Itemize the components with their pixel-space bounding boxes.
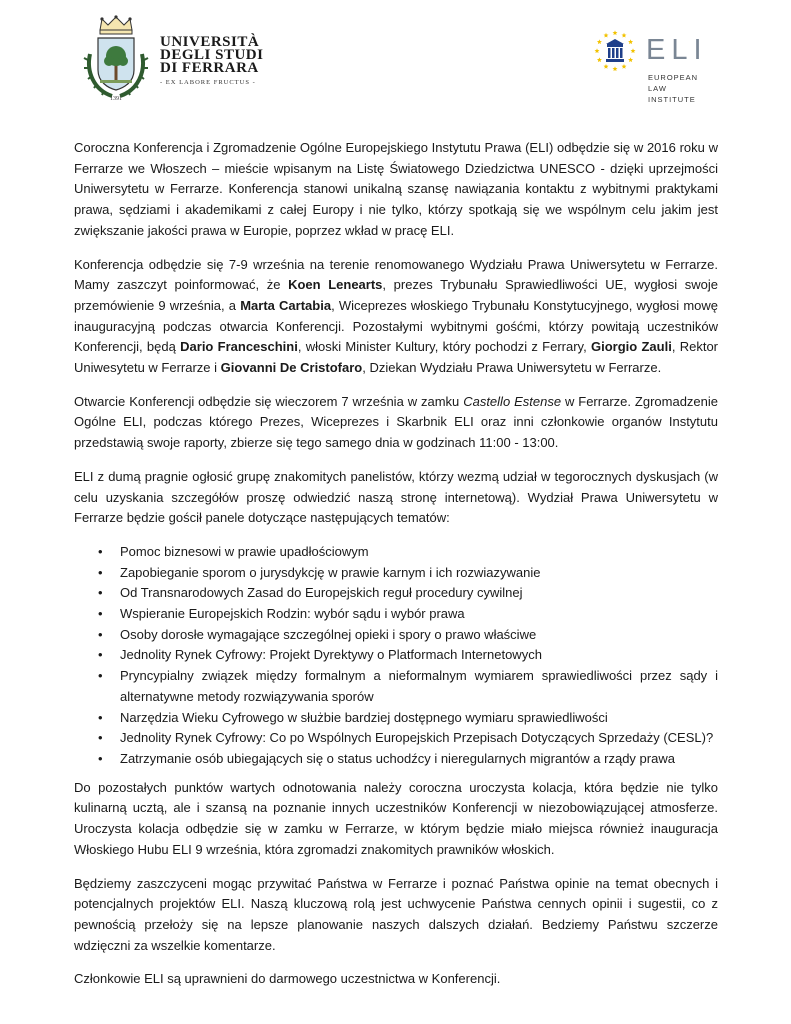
letter-body	[74, 138, 718, 1003]
eli-full-name-line1: EUROPEAN	[648, 73, 699, 82]
star-icon	[597, 39, 602, 44]
guest-giovanni-de-cristofaro: Giovanni De Cristofaro	[220, 360, 363, 376]
list-item: • Zapobieganie sporom o jurysdykcję w prawie karnym i ich rozwiazywanie	[74, 563, 718, 584]
eli-full-name-line3: INSTITUTE	[648, 95, 696, 104]
star-icon	[597, 57, 602, 62]
paragraph-dinner: Do pozostałych punktów wartych odnotowania należy coroczna uroczysta kolacja, która będzie nie tylko kulinarną ucztą, ale i szansą na poznanie innych uczestników Konferencji w niezobowiązującej atmosferze. Uroczysta kolacja odbędzie się w zamku w Ferrarze, w którym będzie miało miejsca również inauguracja Włoskiego Hubu ELI 9 września, która zgromadzi znakomitych prawników włoskich.	[74, 779, 718, 857]
list-item: • Pryncypialny związek między formalnym a nieformalnym wymiarem sprawiedliwości przez sądy i alternatywne metody rozwiązywania sporów	[74, 666, 718, 707]
university-logo	[80, 14, 280, 104]
paragraph-panels: ELI z dumą pragnie ogłosić grupę znakomitych panelistów, którzy wezmą udział w tegorocznych dyskusjach (w celu uzyskania szczegółów proszę odwiedzić naszą stronę internetową). Wydział Prawa Uniwersytetu w Ferrarze będzie gościł panele dotyczące następujących tematów:	[74, 468, 718, 526]
list-item: • Zatrzymanie osób ubiegających się o status uchodźcy i nieregularnych migrantów a rządy prawa	[74, 749, 718, 770]
university-crest-icon	[80, 14, 152, 102]
guest-giorgio-zauli: Giorgio Zauli	[590, 339, 672, 355]
paragraph-speakers	[74, 255, 718, 379]
speakers-text-2: , prezes Trybunału Sprawiedliwości UE, wygłosi swoje przemówienie 9 września, a	[74, 277, 719, 313]
eli-logo	[592, 30, 722, 110]
speaker-marta-cartabia: Marta Cartabia	[240, 297, 332, 313]
eli-stars-emblem-icon	[592, 30, 638, 76]
star-icon	[595, 48, 600, 53]
star-icon	[628, 57, 633, 62]
list-item: • Od Transnarodowych Zasad do Europejskich reguł procedury cywilnej	[74, 583, 718, 604]
list-item: • Narzędzia Wieku Cyfrowego w służbie bardziej dostępnego wymiaru sprawiedliwości	[74, 708, 718, 729]
star-icon	[628, 39, 633, 44]
paragraph-opening	[74, 392, 718, 454]
list-item: • Pomoc biznesowi w prawie upadłościowym	[74, 542, 718, 563]
paragraph-welcome: Będziemy zaszczyceni mogąc przywitać Państwa w Ferrarze i poznać Państwa opinie na temat obecnych i potencjalnych projektów ELI. Naszą kluczową rolą jest uchwycenie Państwa cennych opinii i sugestii, co z pewnością przełoży się na lepsze planowanie naszych dalszych działań. Bedziemy Państwu szczerze wdzięczni za wszelkie komentarze.	[74, 875, 718, 953]
university-motto: - EX LABORE FRUCTUS -	[160, 79, 256, 86]
star-icon	[631, 48, 636, 53]
star-icon	[622, 64, 627, 69]
paragraph-membership: Członkowie ELI są uprawnieni do darmowego uczestnictwa w Konferencji.	[74, 971, 501, 987]
university-name-line1: UNIVERSITÀ	[160, 34, 260, 50]
eli-full-name-line2: LAW	[648, 84, 667, 93]
list-item: • Jednolity Rynek Cyfrowy: Co po Wspólnych Europejskich Przepisach Dotyczących Sprzedaży (CESL)?	[74, 728, 718, 749]
speakers-text-4: , włoski Minister Kultury, który pochodzi z Ferrary,	[297, 339, 591, 355]
venue-castello-estense: Castello Estense	[463, 393, 562, 409]
university-name	[160, 36, 263, 86]
list-item: • Jednolity Rynek Cyfrowy: Projekt Dyrektywy o Platformach Internetowych	[74, 645, 718, 666]
guest-dario-franceschini: Dario Franceschini	[180, 339, 298, 355]
speakers-text-3: , Wiceprezes włoskiego Trybunału Konstytucyjnego, wygłosi mowę inauguracyjną podczas otwarcia Konferencji. Pozostałymi wybitnymi gośćmi, którzy powitają uczestników Konferencji, będą	[74, 297, 718, 355]
panel-topics-list	[74, 542, 718, 770]
university-name-line2: DEGLI STUDI	[160, 47, 264, 63]
opening-text-2: w Ferrarze. Zgromadzenie Ogólne ELI, podczas którego Prezes, Wiceprezes i Skarbnik ELI oraz inni członkowie organów Instytutu przedstawią swoje raporty, zbierze się tego samego dnia w godzinach 11:00 - 13:00.	[74, 393, 718, 451]
university-name-line3: DI FERRARA	[160, 60, 259, 76]
eli-full-name	[648, 72, 698, 105]
star-icon	[622, 33, 627, 38]
star-icon	[604, 64, 609, 69]
speaker-koen-lenearts: Koen Lenearts	[288, 277, 383, 293]
eli-acronym: ELI	[646, 34, 708, 66]
list-item: • Osoby dorosłe wymagające szczególnej opieki i spory o prawo właściwe	[74, 625, 718, 646]
letterhead	[0, 0, 791, 120]
star-icon	[613, 30, 618, 35]
list-item: • Wspieranie Europejskich Rodzin: wybór sądu i wybór prawa	[74, 604, 718, 625]
crest-year: 1391	[110, 96, 122, 102]
speakers-text-5: , Rektor Uniwesytetu w Ferrarze i	[74, 339, 719, 376]
opening-text-1: Otwarcie Konferencji odbędzie się wieczorem 7 września w zamku	[74, 393, 464, 409]
star-icon	[613, 66, 618, 71]
paragraph-intro: Coroczna Konferencja i Zgromadzenie Ogólne Europejskiego Instytutu Prawa (ELI) odbędzie się w 2016 roku w Ferrarze we Włoszech – mieście wpisanym na Listę Światowego Dziedzictwa UNESCO - dzięki uprzejmości Uniwersytetu w Ferrarze. Konferencja stanowi unikalną szansę nawiązania kontaktu z wybitnymi praktykami prawa, sędziami i akademikami z całej Europy i nie tylko, którzy spotkają się we wspólnym celu jakim jest zwiększanie jakości prawa w Europie, poprzez wkład w pracę ELI.	[74, 140, 718, 238]
star-icon	[604, 33, 609, 38]
speakers-text-1: Konferencja odbędzie się 7-9 września na terenie renomowanego Wydziału Prawa Uniwersytetu w Ferrarze. Mamy zaszczyt poinformować, że	[74, 256, 718, 293]
speakers-text-6: , Dziekan Wydziału Prawa Uniwersytetu w Ferrarze.	[362, 360, 662, 376]
